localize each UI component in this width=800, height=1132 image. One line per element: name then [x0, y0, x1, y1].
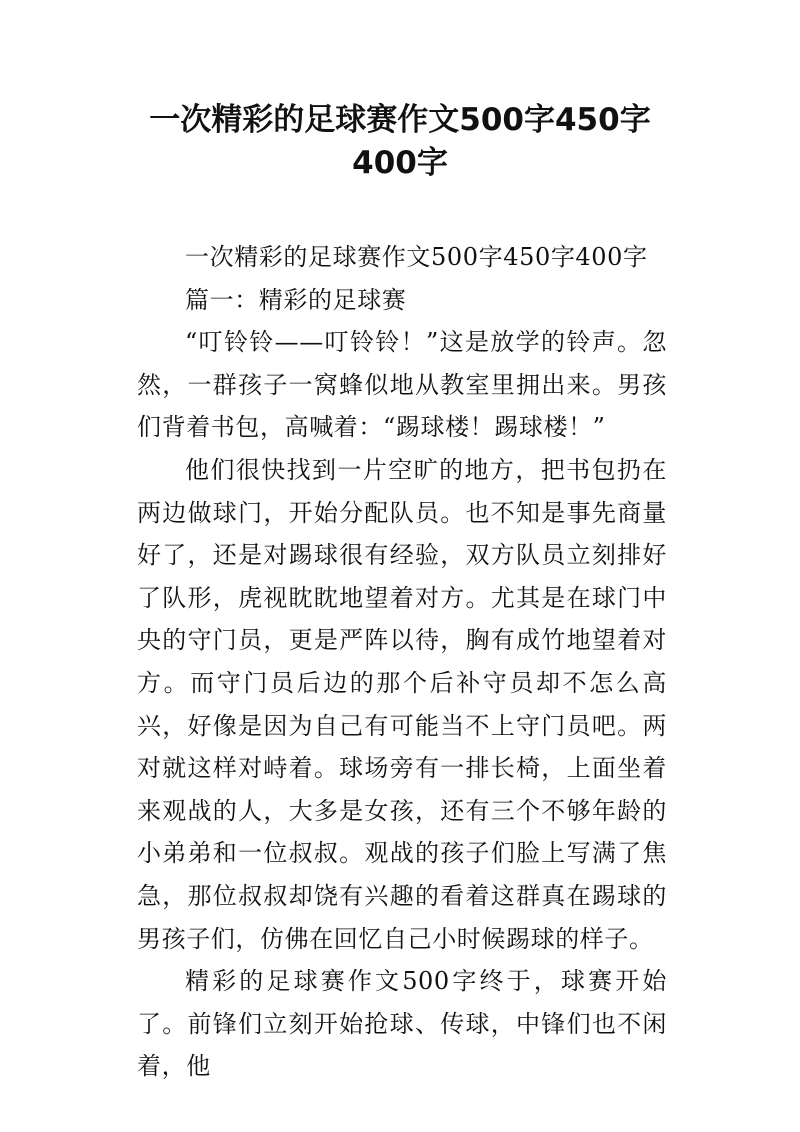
body-paragraph: 他们很快找到一片空旷的地方，把书包扔在两边做球门，开始分配队员。也不知是事先商量好了，还是对踢球很有经验，双方队员立刻排好了队形，虎视眈眈地望着对方。尤其是在球门中央的守门员，更是严阵以待，胸有成竹地望着对方。而守门员后边的那个后补守员却不怎么高兴，好像是因为自己有可能当不上守门员吧。两对就这样对峙着。球场旁有一排长椅，上面坐着来观战的人，大多是女孩，还有三个不够年龄的小弟弟和一位叔叔。观战的孩子们脸上写满了焦急，那位叔叔却饶有兴趣的看着这群真在踢球的男孩子们，仿佛在回忆自己小时候踢球的样子。: [137, 455, 667, 953]
document-title-line-1: 一次精彩的足球赛作文500字450字: [149, 102, 651, 138]
document-title-line-2: 400字: [352, 145, 448, 181]
document-body: [137, 236, 667, 1088]
body-paragraph: “叮铃铃——叮铃铃！”这是放学的铃声。忽然，一群孩子一窝蜂似地从教室里拥出来。男孩们背着书包，高喊着：“踢球楼！踢球楼！”: [137, 328, 667, 442]
body-paragraph: 精彩的足球赛作文500字终于，球赛开始了。前锋们立刻开始抢球、传球，中锋们也不闲着，他: [137, 967, 667, 1081]
subtitle-paragraph: 一次精彩的足球赛作文500字450字400字: [185, 243, 648, 271]
section-heading: 篇一：精彩的足球赛: [185, 285, 407, 314]
